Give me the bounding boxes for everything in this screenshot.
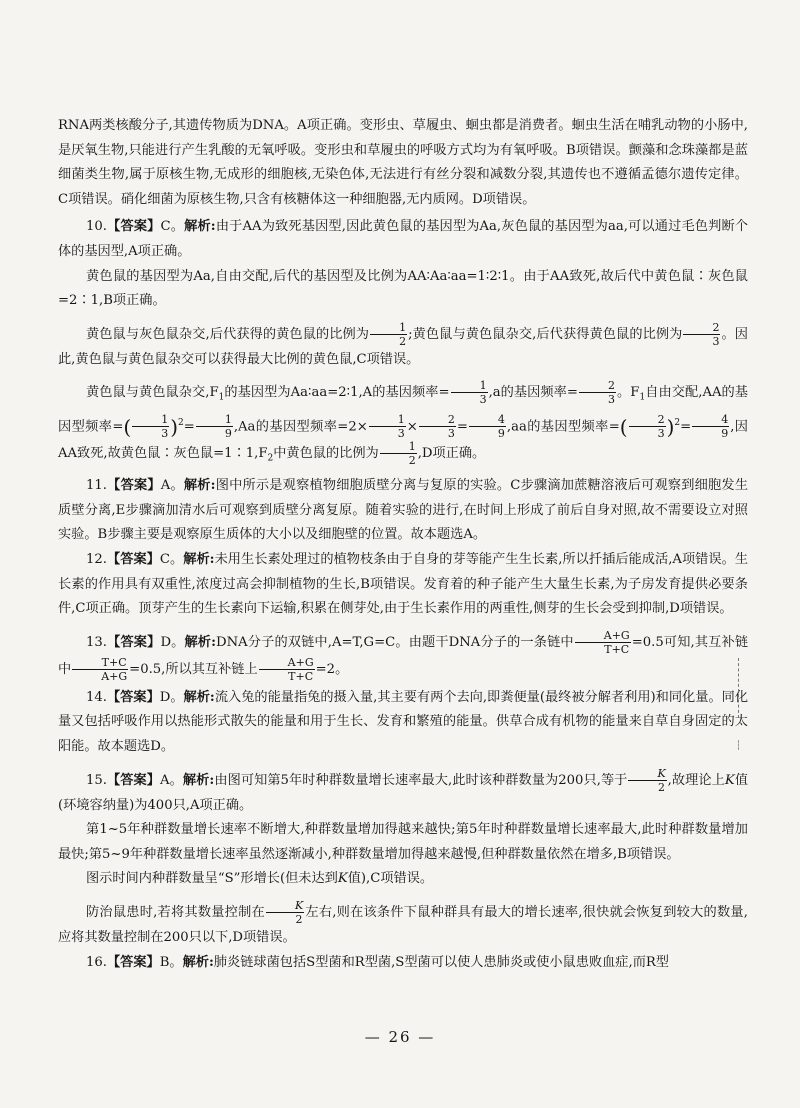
answer-q13: 13.【答案】D。解析:DNA分子的双链中,A=T,G=C。由题干DNA分子的一条链中 $\frac{A+G}{T+C}$ =0.5可知,其互补链中 $\frac{T+C}{A+G}$ =0.5,所以其互补链上 $\frac{A+G}{T+C}$ =2。 [58,628,749,683]
answer-text: 由于AA为致死基因型,因此黄色鼠的基因型为Aa,灰色鼠的基因型为aa,可以通过毛色判断个体的基因型,A项正确。 [58,219,749,259]
answer-tag: 【答案】 [106,551,160,567]
answer-q15-para4: 防治鼠患时,若将其数量控制在 $\frac{K}{2}$ 左右,则在该条件下鼠种群具有最大的增长速率,很快就会恢复到较大的数量,应将其数量控制在200只以下,D项错误。 [58,898,748,945]
paragraph-q9-continued: RNA两类核酸分子,其遗传物质为DNA。A项正确。变形虫、草履虫、蛔虫都是消费者。蛔虫生活在哺乳动物的小肠中,是厌氧生物,只能进行产生乳酸的无氧呼吸。变形虫和草履虫的呼吸方式均为有氧呼吸。B项错误。颤藻和念珠藻都是蓝细菌类生物,属于原核生物,无成形的细胞核,无染色体,无法进行有丝分裂和减数分裂,其遗传也不遵循孟德尔遗传定律。C项错误。硝化细菌为原核生物,只含有核糖体这一种细胞器,无内质网。D项错误。 [58,118,748,207]
page-number: — 26 — [364,1028,436,1046]
analysis-tag: 解析: [183,551,215,567]
margin-mark [738,658,740,718]
fraction: $\frac{1}{3}$ [451,379,488,406]
answer-q15-para1: 15.【答案】A。解析:由图可知第5年时种群数量增长速率最大,此时该种群数量为200只,等于 $\frac{K}{2}$ ,故理论上K值(环境容纳量)为400只,A项正确。 [58,766,749,813]
fraction: $\frac{2}{3}$ [579,379,616,406]
fraction: $\frac{T+C}{A+G}$ [72,656,128,683]
fraction: $\frac{K}{2}$ [266,899,304,926]
fraction: $\frac{4}{9}$ [692,413,729,440]
q10-number: 10. [86,219,107,235]
fraction: $\frac{1}{2}$ [380,440,417,467]
answer-q12: 12.【答案】C。解析:未用生长素处理过的植物枝条由于自身的芽等能产生生长素,所以扦插后能成活,A项错误。生长素的作用具有双重性,浓度过高会抑制植物的生长,B项错误。发育着的种子能产生大量生长素,为子房发育提供必要条件,C项正确。顶芽产生的生长素向下运输,积累在侧芽处,由于生长素作用的两重性,侧芽的生长会受到抑制,D项错误。 [58,551,749,617]
answer-q10-para1 [58,215,748,264]
fraction: $\frac{2}{3}$ [683,321,720,348]
answer-q11: 11.【答案】A。解析:图中所示是观察植物细胞质壁分离与复原的实验。C步骤滴加蔗糖溶液后可观察到细胞发生质壁分离,E步骤滴加清水后可观察到质壁分离复原。随着实验的进行,在时间上形成了前后自身对照,故不需要设立对照实验。B步骤主要是观察原生质体的大小以及细胞壁的位置。故本题选A。 [58,478,749,543]
fraction: $\frac{A+G}{T+C}$ [575,629,631,656]
fraction: $\frac{2}{3}$ [419,413,456,440]
fraction: $\frac{K}{2}$ [628,767,666,794]
answer-q16: 16.【答案】B。解析:肺炎链球菌包括S型菌和R型菌,S型菌可以使人患肺炎或使小鼠患败血症,而R型 [86,954,669,970]
analysis-tag: 解析: [184,634,217,650]
answer-q15-para3: 图示时间内种群数量呈“S”形增长(但未达到K值),C项错误。 [86,871,434,887]
answer-q14: 14.【答案】D。解析:流入兔的能量指兔的摄入量,其主要有两个去向,即粪便量(最终被分解者利用)和同化量。同化量又包括呼吸作用以热能形式散失的能量和用于生长、发育和繁殖的能量。供草合成有机物的能量来自草自身固定的太阳能。故本题选D。 [58,689,749,754]
fraction: $\frac{2}{3}$ [629,413,666,440]
document-body [58,114,748,975]
answer-q10-para4: 黄色鼠与黄色鼠杂交$,F_1$的基因型为Aa∶aa=2∶1,A的基因频率= $\frac{1}{3}$ ,a的基因频率= $\frac{2}{3}$ 。$F_1$自由交配,AA的基因型频率=( $\frac{1}{3}$ )$^2$= $\frac{1}{9}$ ,Aa的基因型频率=2× $\frac{1}{3}$ × $\frac{2}{3}$ = $\frac{4}{9}$ ,aa的基因型频率=( $\frac{2}{3}$ )$^2$= $\frac{4}{9}$ ,因AA致死,故黄色鼠∶灰色鼠$=1∶1,F_2$中黄色鼠的比例为 $\frac{1}{2}$ ,D项正确。 [58,379,748,467]
fraction: $\frac{1}{9}$ [196,413,233,440]
answer-tag: 【答案】 [106,772,161,788]
analysis-tag: 解析: [182,772,215,788]
answer-letter: C。 [160,219,185,235]
answer-q10-para3: 黄色鼠与灰色鼠杂交,后代获得的黄色鼠的比例为 $\frac{1}{2}$ ;黄色鼠与黄色鼠杂交,后代获得黄色鼠的比例为 $\frac{2}{3}$ 。因此,黄色鼠与黄色鼠杂交可以获得最大比例的黄色鼠,C项错误。 [58,320,748,367]
analysis-tag: 解析: [182,954,214,970]
margin-mark [738,740,740,750]
fraction: $\frac{1}{3}$ [132,413,169,440]
answer-q10-para2: 黄色鼠的基因型为Aa,自由交配,后代的基因型及比例为AA∶Aa∶aa=1∶2∶1。由于AA致死,故后代中黄色鼠∶灰色鼠=2∶1,B项正确。 [58,268,748,309]
analysis-tag: 解析: [184,219,216,235]
answer-q15-para2: 第1~5年种群数量增长速率不断增大,种群数量增加得越来越快;第5年时种群数量增长速率最大,此时种群数量增加最快;第5~9年种群数量增长速率虽然逐渐减小,种群数量增加得越来越慢,但种群数量依然在增多,B项错误。 [58,822,748,862]
answer-tag: 【答案】 [106,689,160,705]
answer-tag: 【答案】 [106,219,161,235]
fraction: $\frac{A+G}{T+C}$ [259,656,315,683]
fraction: $\frac{1}{3}$ [369,413,406,440]
answer-tag: 【答案】 [106,954,160,970]
fraction: $\frac{4}{9}$ [469,413,506,440]
answer-tag: 【答案】 [106,634,161,650]
answer-tag: 【答案】 [106,478,161,494]
analysis-tag: 解析: [183,689,215,705]
analysis-tag: 解析: [183,478,216,494]
fraction: $\frac{1}{2}$ [370,321,407,348]
